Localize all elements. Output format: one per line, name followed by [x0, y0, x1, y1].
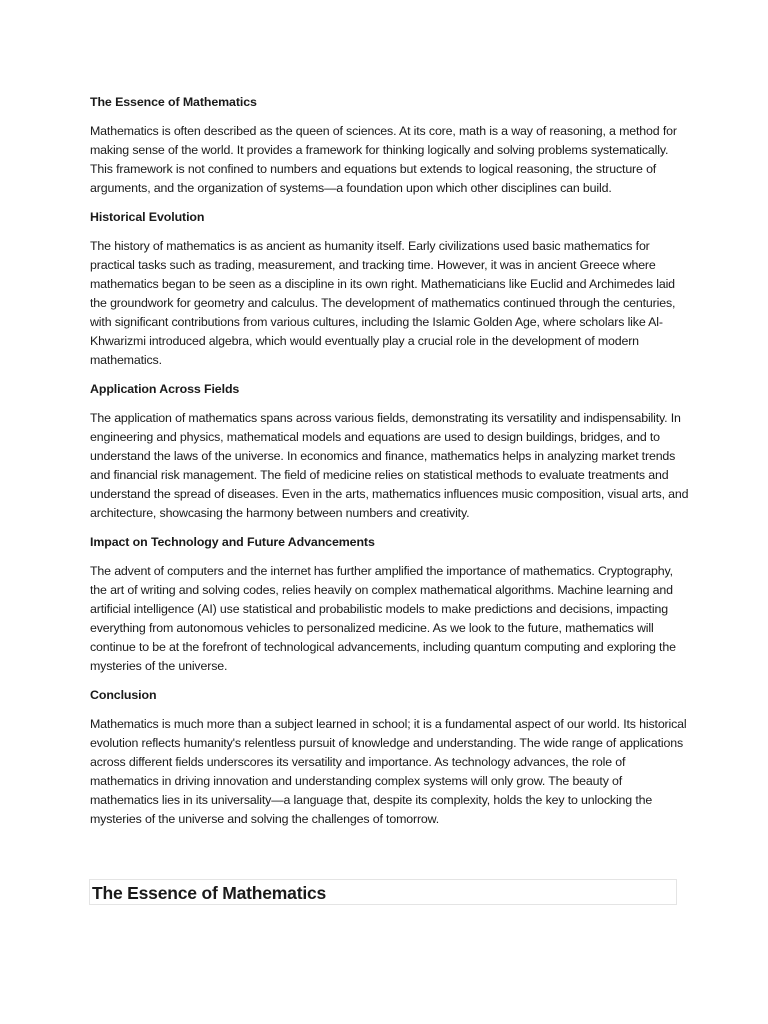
section-heading-applications: Application Across Fields — [90, 382, 240, 396]
section-heading-essence: The Essence of Mathematics — [90, 95, 257, 109]
document-body — [90, 94, 690, 840]
section-heading-history: Historical Evolution — [90, 210, 205, 224]
section-paragraph-applications: The application of mathematics spans across various fields, demonstrating its versatility and indispensability. In engineering and physics, mathematical models and equations are used to design buildings, bridges, and to understand the laws of the universe. In economics and finance, mathematics helps in analyzing market trends and financial risk management. The field of medicine relies on statistical methods to evaluate treatments and understand the spread of diseases. Even in the arts, mathematics influences music composition, visual arts, and architecture, showcasing the harmony between numbers and creativity. — [90, 411, 689, 520]
section-paragraph-history: The history of mathematics is as ancient as humanity itself. Early civilizations used basic mathematics for practical tasks such as trading, measurement, and tracking time. However, it was in ancient Greece where mathematics began to be seen as a discipline in its own right. Mathematicians like Euclid and Archimedes laid the groundwork for geometry and calculus. The development of mathematics continued through the centuries, with significant contributions from various cultures, including the Islamic Golden Age, where scholars like Al-Khwarizmi introduced algebra, which would eventually play a crucial role in the development of modern mathematics. — [90, 239, 676, 367]
section-paragraph-essence: Mathematics is often described as the queen of sciences. At its core, math is a way of reasoning, a method for making sense of the world. It provides a framework for thinking logically and solving problems systematically. This framework is not confined to numbers and equations but extends to logical reasoning, the structure of arguments, and the organization of systems—a foundation upon which other disciplines can build. — [90, 124, 677, 195]
page-title: The Essence of Mathematics — [92, 883, 327, 903]
section-heading-technology: Impact on Technology and Future Advancements — [90, 535, 375, 549]
section-paragraph-conclusion: Mathematics is much more than a subject learned in school; it is a fundamental aspect of our world. Its historical evolution reflects humanity's relentless pursuit of knowledge and understanding. The wide range of applications across different fields underscores its versatility and importance. As technology advances, the role of mathematics in driving innovation and understanding complex systems will only grow. The beauty of mathematics lies in its universality—a language that, despite its complexity, holds the key to unlocking the mysteries of the universe and solving the challenges of tomorrow. — [90, 717, 687, 826]
title-block[interactable] — [89, 879, 677, 905]
section-heading-conclusion: Conclusion — [90, 688, 157, 702]
section-paragraph-technology: The advent of computers and the internet has further amplified the importance of mathematics. Cryptography, the art of writing and solving codes, relies heavily on complex mathematical algorithms. Machine learning and artificial intelligence (AI) use statistical and probabilistic models to make predictions and decisions, impacting everything from autonomous vehicles to personalized medicine. As we look to the future, mathematics will continue to be at the forefront of technological advancements, including quantum computing and exploring the mysteries of the universe. — [90, 564, 676, 673]
